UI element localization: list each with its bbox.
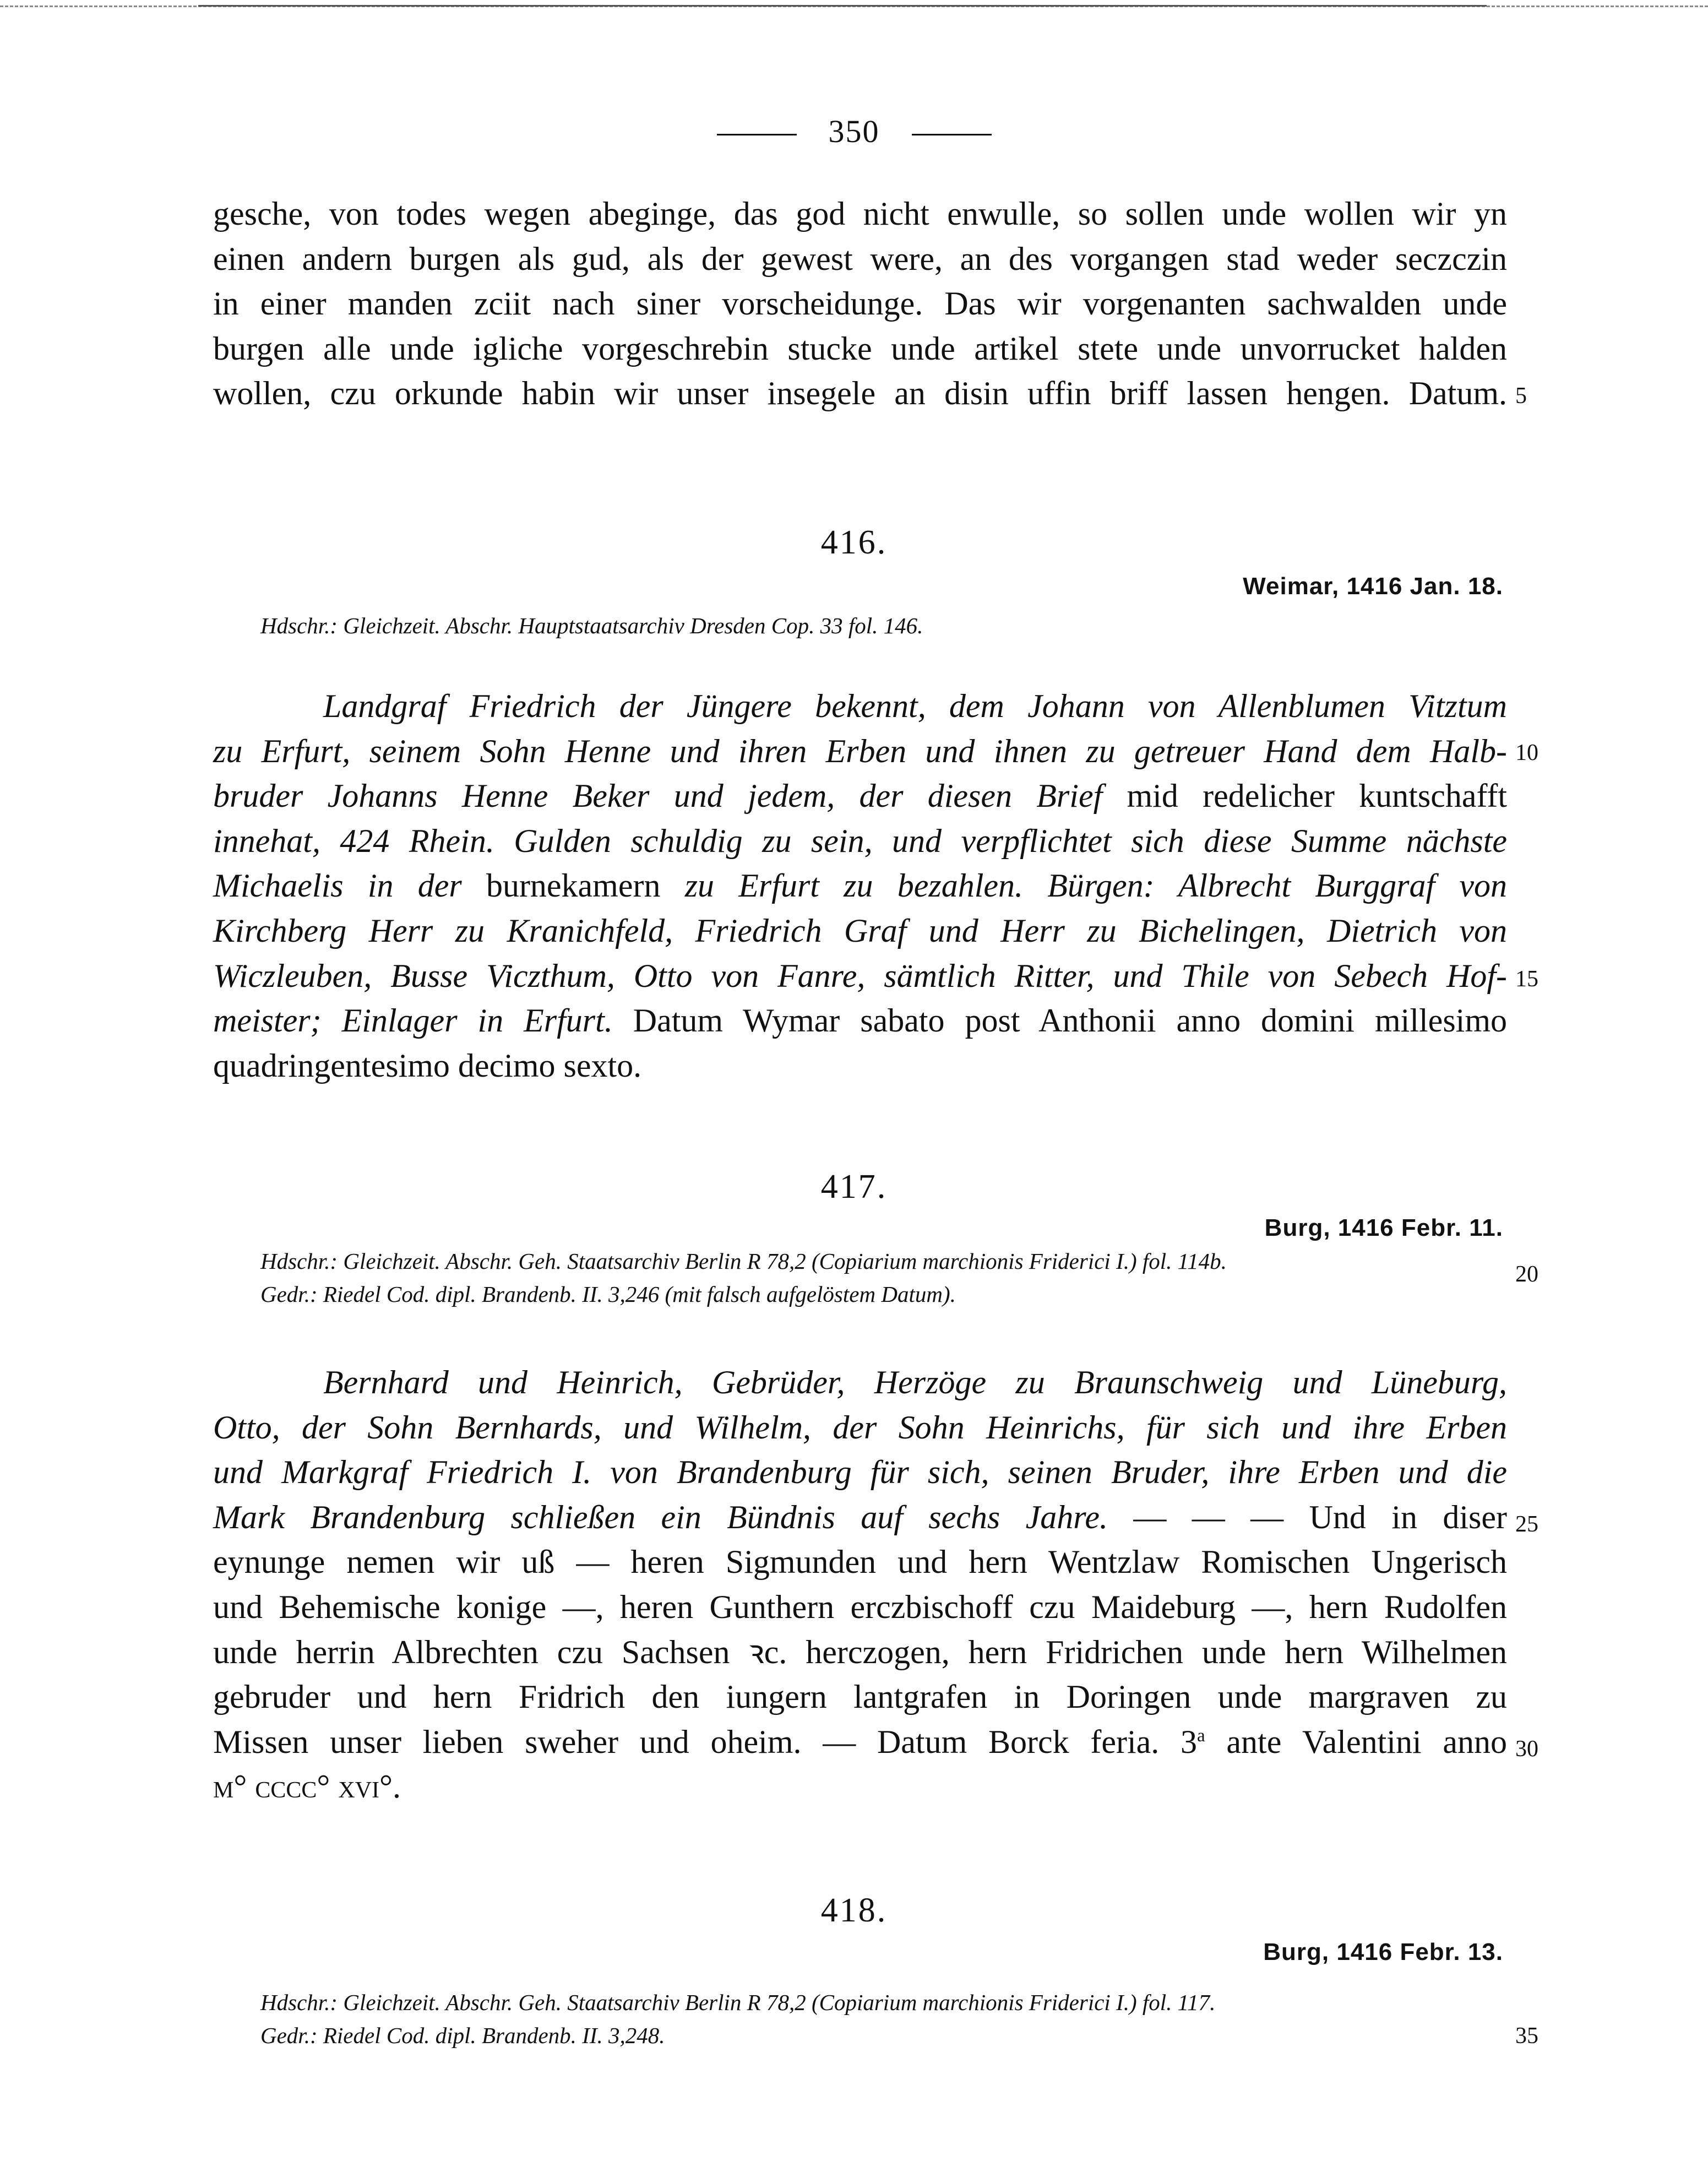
text-line: Bernhard und Heinrich, Gebrüder, Herzöge zu Braunschweig und Lüneburg,: [323, 1364, 1507, 1400]
text-line: [213, 864, 1507, 909]
text-line: Otto, der Sohn Bernhards, und Wilhelm, der Sohn Heinrichs, für sich und ihre Erben: [213, 1409, 1507, 1446]
text-fragment: Michaelis in der: [213, 867, 462, 904]
entry-number: 416.: [820, 524, 888, 561]
text-fragment: — — — Und in diser: [1133, 1498, 1507, 1535]
text-line: und Markgraf Friedrich I. von Brandenburg für sich, seinen Bruder, ihre Erben und die: [213, 1454, 1507, 1491]
text-line: innehat, 424 Rhein. Gulden schuldig zu sein, und verpflichtet sich diese Summe nächste: [213, 822, 1507, 859]
text-line: eynunge nemen wir uß — heren Sigmunden und hern Wentzlaw Romischen Ungerisch: [213, 1544, 1507, 1581]
text-line: zu Erfurt, seinem Sohn Henne und ihren Erben und ihnen zu getreuer Hand dem Halb-: [213, 732, 1507, 769]
source-note: Gedr.: Riedel Cod. dipl. Brandenb. II. 3,248.: [260, 2023, 665, 2048]
text-fragment: Mark Brandenburg schließen ein Bündnis auf sechs Jahre.: [213, 1498, 1108, 1535]
text-line: [213, 774, 1507, 819]
text-line: m° cccc° xvi°.: [213, 1768, 401, 1805]
entry-number: 418.: [820, 1892, 888, 1929]
text-line: gebruder und hern Fridrich den iungern lantgrafen in Doringen unde margraven zu: [213, 1679, 1507, 1715]
entry-place-date: Burg, 1416 Febr. 11.: [1264, 1214, 1503, 1241]
continuation-paragraph: [213, 192, 1507, 416]
top-rule: [198, 5, 1487, 7]
page-number: 350: [828, 113, 880, 149]
superscript: a: [1197, 1725, 1205, 1746]
text-line: in einer manden zciit nach siner vorscheidunge. Das wir vorgenanten sachwalden unde: [213, 285, 1507, 322]
line-number: 5: [1515, 383, 1527, 409]
source-note: Hdschr.: Gleichzeit. Abschr. Geh. Staatsarchiv Berlin R 78,2 (Copiarium marchionis Friderici I.) fol. 117.: [260, 1990, 1216, 2015]
source-note: Hdschr.: Gleichzeit. Abschr. Geh. Staatsarchiv Berlin R 78,2 (Copiarium marchionis Friderici I.) fol. 114b.: [260, 1248, 1227, 1274]
entry-place-date: Burg, 1416 Febr. 13.: [1263, 1938, 1503, 1965]
entry-number: 417.: [820, 1168, 888, 1205]
text-fragment: ante Valentini anno: [1205, 1723, 1507, 1760]
text-line: quadringentesimo decimo sexto.: [213, 1047, 642, 1084]
text-line: unde herrin Albrechten czu Sachsen ꝛc. herczogen, hern Fridrichen unde hern Wilhelmen: [213, 1633, 1507, 1670]
text-line: Landgraf Friedrich der Jüngere bekennt, dem Johann von Allenblumen Vitztum: [323, 688, 1507, 724]
text-fragment: Datum Wymar sabato post Anthonii anno domini millesimo: [633, 1002, 1508, 1039]
line-number: 35: [1515, 2023, 1538, 2049]
entry-place-date: Weimar, 1416 Jan. 18.: [1243, 573, 1503, 600]
line-number: 20: [1515, 1262, 1538, 1287]
line-number: 10: [1515, 740, 1538, 765]
page-header: [0, 113, 1708, 150]
text-line: Kirchberg Herr zu Kranichfeld, Friedrich Graf und Herr zu Bichelingen, Dietrich von: [213, 912, 1507, 949]
text-line: burgen alle unde igliche vorgeschrebin stucke unde artikel stete unde unvorrucket halden: [213, 330, 1507, 367]
text-line: wollen, czu orkunde habin wir unser insegele an disin uffin briff lassen hengen. Datum.: [213, 375, 1507, 412]
text-line: Wiczleuben, Busse Viczthum, Otto von Fanre, sämtlich Ritter, und Thile von Sebech Hof-: [213, 957, 1507, 994]
text-fragment: mid redelicher kuntschafft: [1127, 778, 1507, 814]
header-dash-left: [717, 134, 797, 135]
text-line: einen andern burgen als gud, als der gewest were, an des vorgangen stad weder seczczin: [213, 240, 1507, 277]
header-dash-right: [912, 134, 992, 135]
text-line: gesche, von todes wegen abeginge, das god nicht enwulle, so sollen unde wollen wir yn: [213, 196, 1507, 232]
text-fragment: meister; Einlager in Erfurt.: [213, 1002, 613, 1039]
entry-summary: [213, 684, 1507, 1088]
text-line: [213, 998, 1507, 1044]
line-number: 15: [1515, 966, 1538, 992]
source-note: Hdschr.: Gleichzeit. Abschr. Hauptstaatsarchiv Dresden Cop. 33 fol. 146.: [260, 613, 923, 638]
source-note: Gedr.: Riedel Cod. dipl. Brandenb. II. 3,246 (mit falsch aufgelöstem Datum).: [260, 1281, 956, 1307]
text-fragment: zu Erfurt zu bezahlen. Bürgen: Albrecht Burggraf von: [684, 867, 1508, 904]
text-line: [213, 1720, 1507, 1765]
text-line: und Behemische konige —, heren Gunthern erczbischoff czu Maideburg —, hern Rudolfen: [213, 1588, 1507, 1625]
text-fragment: Missen unser lieben sweher und oheim. — Datum Borck feria. 3: [213, 1723, 1198, 1760]
text-line: [213, 1495, 1507, 1540]
entry-summary: [213, 1360, 1507, 1810]
line-number: 30: [1515, 1736, 1538, 1762]
text-fragment: bruder Johanns Henne Beker und jedem, der diesen Brief: [213, 778, 1103, 814]
line-number: 25: [1515, 1512, 1538, 1537]
text-fragment: burnekamern: [486, 867, 661, 904]
